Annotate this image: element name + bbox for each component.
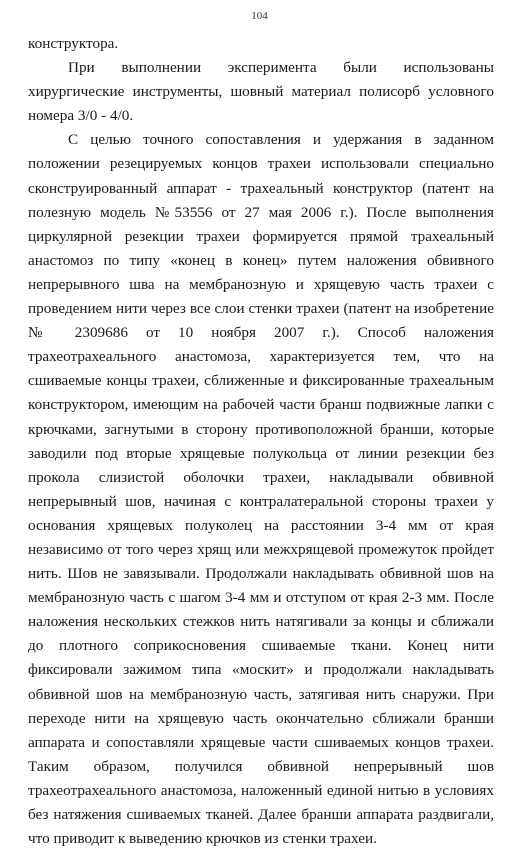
paragraph-instruments: При выполнении эксперимента были использованы хирургические инструменты, шовный материал полисорб условного номера 3/0 - 4/0.: [28, 59, 494, 125]
paragraph-method: С целью точного сопоставления и удержания в заданном положении резецируемых концов трахеи использовали специально сконструированный аппарат - трахеальный конструктор (патент на полезную модель №53556 от 27 мая 2006 г.). После выполнения циркулярной резекции трахеи формируется прямой трахеальный анастомоз по типу «конец в конец» путем наложения обвивного непрерывного шва на мембранозную и хрящевую часть трахеи с проведением нити через все слои стенки трахеи (патент на изобретение № 2309686 от 10 ноября 2007 г.). Способ наложения трахеотрахеального анастомоза, характеризуется тем, что на сшиваемые концы трахеи, сближенные и фиксированные трахеальным конструктором, имеющим на рабочей части бранш подвижные лапки с крючками, загнутыми в сторону противоположной бранши, которые заводили под вторые хрящевые полукольца от линии резекции без прокола слизистой оболочки трахеи, накладывали обвивной непрерывный шов, начиная с контралатеральной стороны трахеи у основания хрящевых полуколец на расстоянии 3-4 мм от края независимо от того через хрящ или межхрящевой промежуток пройдет нить. Шов не завязывали. Продолжали накладывать обвивной шов на мембранозную часть с шагом 3-4 мм и отступом от края 2-3 мм. После наложения нескольких стежков нить натягивали за концы и сближали до плотного соприкосновения сшиваемые ткани. Конец нити фиксировали зажимом типа «москит» и продолжали накладывать обвивной шов на мембранозную часть, затягивая нить снаружи. При переходе нити на хрящевую часть окончательно сближали бранши аппарата и сопоставляли хрящевые части сшиваемых концов трахеи. Таким образом, получился обвивной непрерывный шов трахеотрахеального анастомоза, наложенный единой нитью в условиях без натяжения сшиваемых тканей. Далее бранши аппарата раздвигали, что приводит к выведению крючков из стенки трахеи.: [28, 131, 494, 848]
body-text: [28, 32, 494, 851]
page-number: 104: [251, 10, 268, 22]
paragraph-continuation: конструктора.: [28, 35, 119, 52]
